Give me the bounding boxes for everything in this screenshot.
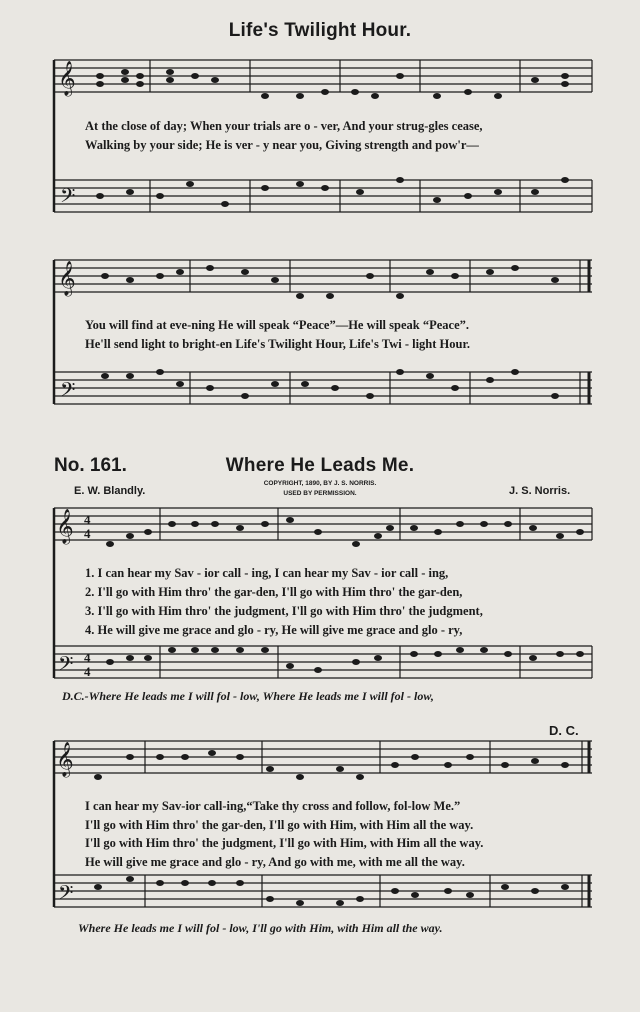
- verse-line: 1. I can hear my Sav - ior call - ing, I can hear my Sav - ior call - ing,: [85, 566, 449, 580]
- chorus-line: D.C.-Where He leads me I will fol - low, Where He leads me I will fol - low,: [62, 689, 434, 703]
- copyright-notice: COPYRIGHT, 1890, BY J. S. NORRIS.: [263, 480, 377, 487]
- hymn-number: No. 161.: [54, 455, 127, 476]
- verse-line: He will give me grace and glo - ry, And go with me, with me all the way.: [85, 855, 465, 869]
- lyric-line: You will find at eve-ning He will speak “Peace”—He will speak “Peace”.: [85, 318, 470, 332]
- hymn-title: Life's Twilight Hour.: [228, 20, 412, 41]
- svg-text:𝄢: 𝄢: [58, 881, 74, 909]
- music-staff-system-3: [0, 500, 640, 700]
- composer-credit: J. S. Norris.: [509, 485, 571, 497]
- lyric-line: He'll send light to bright-en Life's Twilight Hour, Life's Twi - light Hour.: [85, 337, 470, 351]
- verse-line: 4. He will give me grace and glo - ry, He will give me grace and glo - ry,: [85, 623, 463, 637]
- permission-notice: USED BY PERMISSION.: [283, 490, 357, 497]
- verse-line: 2. I'll go with Him thro' the gar-den, I'll go with Him thro' the gar-den,: [85, 585, 463, 599]
- svg-text:4: 4: [84, 664, 91, 679]
- svg-text:4: 4: [84, 512, 91, 527]
- author-credit: E. W. Blandly.: [74, 485, 146, 497]
- lyric-line: Walking by your side; He is ver - y near you, Giving strength and pow'r—: [85, 138, 479, 152]
- chorus-line: Where He leads me I will fol - low, I'll go with Him, with Him all the way.: [78, 921, 443, 935]
- svg-text:𝄞: 𝄞: [58, 261, 76, 296]
- lyric-line: At the close of day; When your trials are o - ver, And your strug-gles cease,: [85, 119, 483, 133]
- svg-text:4: 4: [84, 650, 91, 665]
- verse-line: I can hear my Sav-ior call-ing,“Take thy cross and follow, fol-low Me.”: [85, 799, 461, 813]
- verse-line: I'll go with Him thro' the judgment, I'll go with Him, with Him all the way.: [85, 836, 484, 850]
- verse-line: 3. I'll go with Him thro' the judgment, I'll go with Him thro' the judgment,: [85, 604, 483, 618]
- hymn-title: Where He Leads Me.: [225, 455, 415, 476]
- svg-text:𝄢: 𝄢: [58, 652, 74, 680]
- svg-text:𝄞: 𝄞: [58, 61, 76, 96]
- svg-text:𝄞: 𝄞: [56, 509, 74, 544]
- svg-text:𝄢: 𝄢: [60, 184, 76, 212]
- svg-text:4: 4: [84, 526, 91, 541]
- svg-text:𝄞: 𝄞: [56, 742, 74, 777]
- da-capo-mark: D. C.: [549, 723, 579, 738]
- verse-line: I'll go with Him thro' the gar-den, I'll go with Him, with Him all the way.: [85, 818, 474, 832]
- svg-text:𝄢: 𝄢: [60, 378, 76, 406]
